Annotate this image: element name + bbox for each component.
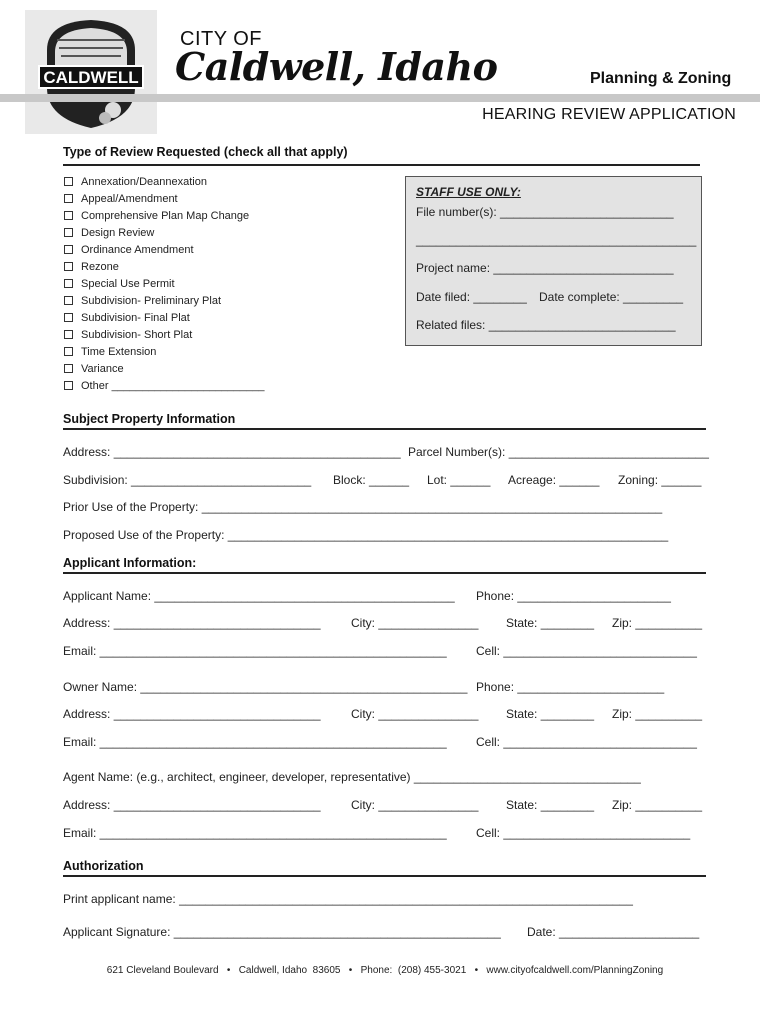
review-option-appeal[interactable]: Appeal/Amendment <box>64 190 265 207</box>
checkbox[interactable] <box>64 347 73 356</box>
section-divider <box>63 428 706 430</box>
review-option-design-review[interactable]: Design Review <box>64 224 265 241</box>
staff-use-box <box>405 176 702 346</box>
date-filed-field[interactable]: Date filed: ________ <box>416 290 527 304</box>
review-option-annexation[interactable]: Annexation/Deannexation <box>64 173 265 190</box>
checkbox[interactable] <box>64 330 73 339</box>
header-divider <box>0 94 760 102</box>
checkbox[interactable] <box>64 296 73 305</box>
project-name-field[interactable]: Project name: ___________________________ <box>416 261 674 275</box>
owner-city-field[interactable]: City: _______________ <box>351 707 479 721</box>
print-name-field[interactable]: Print applicant name: ____________________________________________________________________ <box>63 892 633 906</box>
owner-address-field[interactable]: Address: _______________________________ <box>63 707 321 721</box>
checkbox[interactable] <box>64 211 73 220</box>
applicant-city-field[interactable]: City: _______________ <box>351 616 479 630</box>
proposed-use-field[interactable]: Proposed Use of the Property: __________________________________________________________________ <box>63 528 669 542</box>
review-option-other[interactable]: Other _________________________ <box>64 377 265 394</box>
review-option-rezone[interactable]: Rezone <box>64 258 265 275</box>
applicant-name-field[interactable]: Applicant Name: _____________________________________________ <box>63 589 455 603</box>
date-complete-field[interactable]: Date complete: _________ <box>539 290 684 304</box>
review-option-variance[interactable]: Variance <box>64 360 265 377</box>
agent-city-field[interactable]: City: _______________ <box>351 798 479 812</box>
applicant-address-field[interactable]: Address: _______________________________ <box>63 616 321 630</box>
applicant-zip-field[interactable]: Zip: __________ <box>612 616 703 630</box>
city-name-title: Caldwell, Idaho <box>175 44 498 89</box>
svg-text:CALDWELL: CALDWELL <box>43 68 139 87</box>
file-number-field-extra[interactable]: __________________________________________ <box>416 233 697 247</box>
city-of-label: CITY OF <box>180 28 263 50</box>
staff-use-title: STAFF USE ONLY: <box>416 185 521 199</box>
authorization-section-title: Authorization <box>63 859 144 873</box>
section-divider <box>63 572 706 574</box>
review-option-ordinance[interactable]: Ordinance Amendment <box>64 241 265 258</box>
agent-zip-field[interactable]: Zip: __________ <box>612 798 703 812</box>
parcel-number-field[interactable]: Parcel Number(s): ______________________________ <box>408 445 709 459</box>
agent-email-field[interactable]: Email: ____________________________________________________ <box>63 826 447 840</box>
review-section-title: Type of Review Requested (check all that apply) <box>63 145 348 159</box>
review-option-time-extension[interactable]: Time Extension <box>64 343 265 360</box>
agent-cell-field[interactable]: Cell: ____________________________ <box>476 826 691 840</box>
owner-name-field[interactable]: Owner Name: _________________________________________________ <box>63 680 468 694</box>
related-files-field[interactable]: Related files: ____________________________ <box>416 318 676 332</box>
section-divider <box>63 875 706 877</box>
review-option-special-use[interactable]: Special Use Permit <box>64 275 265 292</box>
zoning-field[interactable]: Zoning: ______ <box>618 473 702 487</box>
owner-cell-field[interactable]: Cell: _____________________________ <box>476 735 697 749</box>
prior-use-field[interactable]: Prior Use of the Property: _____________________________________________________________________ <box>63 500 663 514</box>
review-option-sub-preliminary[interactable]: Subdivision- Preliminary Plat <box>64 292 265 309</box>
owner-zip-field[interactable]: Zip: __________ <box>612 707 703 721</box>
property-address-field[interactable]: Address: ___________________________________________ <box>63 445 401 459</box>
checkbox[interactable] <box>64 177 73 186</box>
checkbox[interactable] <box>64 194 73 203</box>
applicant-state-field[interactable]: State: ________ <box>506 616 595 630</box>
department-name: Planning & Zoning <box>590 70 732 87</box>
checkbox[interactable] <box>64 228 73 237</box>
subject-section-title: Subject Property Information <box>63 412 236 426</box>
applicant-phone-field[interactable]: Phone: _______________________ <box>476 589 671 603</box>
applicant-email-field[interactable]: Email: ____________________________________________________ <box>63 644 447 658</box>
file-number-field[interactable]: File number(s): __________________________ <box>416 205 674 219</box>
applicant-cell-field[interactable]: Cell: _____________________________ <box>476 644 697 658</box>
checkbox[interactable] <box>64 262 73 271</box>
review-option-comp-plan[interactable]: Comprehensive Plan Map Change <box>64 207 265 224</box>
form-title: HEARING REVIEW APPLICATION <box>482 106 736 123</box>
footer-contact-info: 621 Cleveland Boulevard • Caldwell, Idaho 83605 • Phone: (208) 455-3021 • www.cityofcaldwell.com/PlanningZoning <box>106 965 664 976</box>
checkbox[interactable] <box>64 313 73 322</box>
review-option-sub-short[interactable]: Subdivision- Short Plat <box>64 326 265 343</box>
checkbox[interactable] <box>64 245 73 254</box>
signature-field[interactable]: Applicant Signature: _________________________________________________ <box>63 925 501 939</box>
checkbox[interactable] <box>64 364 73 373</box>
agent-state-field[interactable]: State: ________ <box>506 798 595 812</box>
signature-date-field[interactable]: Date: _____________________ <box>527 925 700 939</box>
checkbox[interactable] <box>64 381 73 390</box>
checkbox[interactable] <box>64 279 73 288</box>
owner-email-field[interactable]: Email: ____________________________________________________ <box>63 735 447 749</box>
owner-phone-field[interactable]: Phone: ______________________ <box>476 680 665 694</box>
section-divider <box>63 164 700 166</box>
agent-address-field[interactable]: Address: _______________________________ <box>63 798 321 812</box>
review-type-list <box>64 173 265 394</box>
review-option-sub-final[interactable]: Subdivision- Final Plat <box>64 309 265 326</box>
subdivision-field[interactable]: Subdivision: ___________________________ <box>63 473 312 487</box>
agent-name-field[interactable]: Agent Name: (e.g., architect, engineer, developer, representative) __________________________________ <box>63 770 641 784</box>
acreage-field[interactable]: Acreage: ______ <box>508 473 600 487</box>
owner-state-field[interactable]: State: ________ <box>506 707 595 721</box>
block-field[interactable]: Block: ______ <box>333 473 410 487</box>
applicant-section-title: Applicant Information: <box>63 556 197 570</box>
lot-field[interactable]: Lot: ______ <box>427 473 491 487</box>
